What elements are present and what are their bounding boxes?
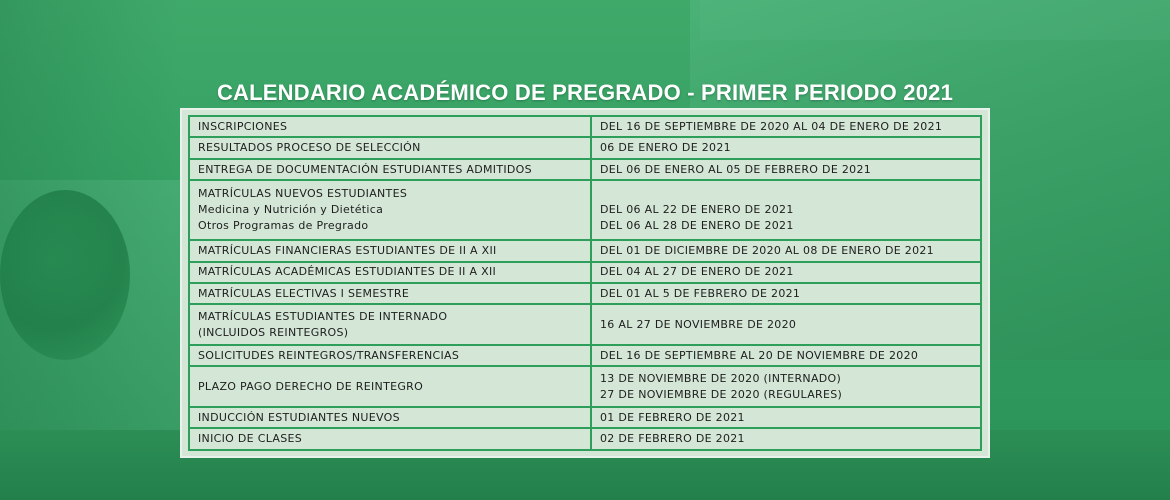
date-cell xyxy=(591,304,981,345)
date-label: DEL 01 AL 5 DE FEBRERO DE 2021 xyxy=(600,286,801,300)
activity-label: MATRÍCULAS ELECTIVAS I SEMESTRE xyxy=(198,286,410,300)
date-label xyxy=(600,186,972,202)
calendar-row xyxy=(189,304,981,345)
activity-cell xyxy=(189,240,591,261)
calendar-row xyxy=(189,428,981,450)
calendar-row xyxy=(189,240,981,261)
date-label: DEL 16 DE SEPTIEMBRE AL 20 DE NOVIEMBRE DE 2020 xyxy=(600,348,919,362)
date-label: 06 DE ENERO DE 2021 xyxy=(600,141,731,155)
activity-label: PLAZO PAGO DERECHO DE REINTEGRO xyxy=(198,379,424,393)
activity-label: MATRÍCULAS ESTUDIANTES DE INTERNADO xyxy=(198,309,448,323)
date-label: DEL 16 DE SEPTIEMBRE DE 2020 AL 04 DE ENERO DE 2021 xyxy=(600,119,943,133)
activity-cell xyxy=(189,116,591,137)
calendar-row xyxy=(189,262,981,283)
calendar-title: CALENDARIO ACADÉMICO DE PREGRADO - PRIMER PERIODO 2021 xyxy=(216,80,954,105)
date-cell xyxy=(591,137,981,158)
activity-cell xyxy=(189,304,591,345)
calendar-row xyxy=(189,366,981,407)
activity-cell xyxy=(189,345,591,366)
date-label: 16 AL 27 DE NOVIEMBRE DE 2020 xyxy=(600,317,797,331)
activity-cell xyxy=(189,283,591,304)
calendar-row xyxy=(189,116,981,137)
date-cell xyxy=(591,283,981,304)
activity-cell xyxy=(189,366,591,407)
date-cell xyxy=(591,240,981,261)
date-label: DEL 01 DE DICIEMBRE DE 2020 AL 08 DE ENERO DE 2021 xyxy=(600,243,934,257)
activity-cell xyxy=(189,407,591,428)
date-cell xyxy=(591,116,981,137)
calendar-row xyxy=(189,159,981,180)
activity-label: MATRÍCULAS FINANCIERAS ESTUDIANTES DE II A XII xyxy=(198,243,497,257)
date-cell xyxy=(591,366,981,407)
calendar-row xyxy=(189,137,981,158)
activity-cell xyxy=(189,262,591,283)
date-label: 02 DE FEBRERO DE 2021 xyxy=(600,432,745,446)
date-cell xyxy=(591,180,981,240)
calendar-table xyxy=(188,115,982,451)
activity-cell xyxy=(189,159,591,180)
activity-label: SOLICITUDES REINTEGROS/TRANSFERENCIAS xyxy=(198,348,460,362)
calendar-row xyxy=(189,283,981,304)
date-label: 13 DE NOVIEMBRE DE 2020 (INTERNADO) xyxy=(600,371,842,385)
calendar-row xyxy=(189,407,981,428)
activity-label: Otros Programas de Pregrado xyxy=(198,219,369,233)
date-label: DEL 06 DE ENERO AL 05 DE FEBRERO DE 2021 xyxy=(600,162,872,176)
activity-cell xyxy=(189,137,591,158)
date-cell xyxy=(591,159,981,180)
date-cell xyxy=(591,345,981,366)
activity-label: INICIO DE CLASES xyxy=(198,432,303,446)
activity-label: (INCLUIDOS REINTEGROS) xyxy=(198,325,349,339)
activity-cell xyxy=(189,180,591,240)
activity-label: INDUCCIÓN ESTUDIANTES NUEVOS xyxy=(198,410,400,424)
activity-label: RESULTADOS PROCESO DE SELECCIÓN xyxy=(198,141,421,155)
date-cell xyxy=(591,407,981,428)
date-label: 01 DE FEBRERO DE 2021 xyxy=(600,410,745,424)
activity-label: Medicina y Nutrición y Dietética xyxy=(198,203,384,217)
calendar-row xyxy=(189,180,981,240)
calendar-row xyxy=(189,345,981,366)
date-label: 27 DE NOVIEMBRE DE 2020 (REGULARES) xyxy=(600,387,843,401)
activity-label: MATRÍCULAS NUEVOS ESTUDIANTES xyxy=(198,187,408,201)
date-label: DEL 06 AL 28 DE ENERO DE 2021 xyxy=(600,219,794,233)
date-cell xyxy=(591,262,981,283)
date-label: DEL 06 AL 22 DE ENERO DE 2021 xyxy=(600,203,794,217)
activity-label: INSCRIPCIONES xyxy=(198,119,288,133)
date-label: DEL 04 AL 27 DE ENERO DE 2021 xyxy=(600,265,794,279)
activity-label: MATRÍCULAS ACADÉMICAS ESTUDIANTES DE II A XII xyxy=(198,265,497,279)
date-cell xyxy=(591,428,981,450)
calendar-table-panel xyxy=(180,108,990,458)
activity-label: ENTREGA DE DOCUMENTACIÓN ESTUDIANTES ADMITIDOS xyxy=(198,162,532,176)
activity-cell xyxy=(189,428,591,450)
